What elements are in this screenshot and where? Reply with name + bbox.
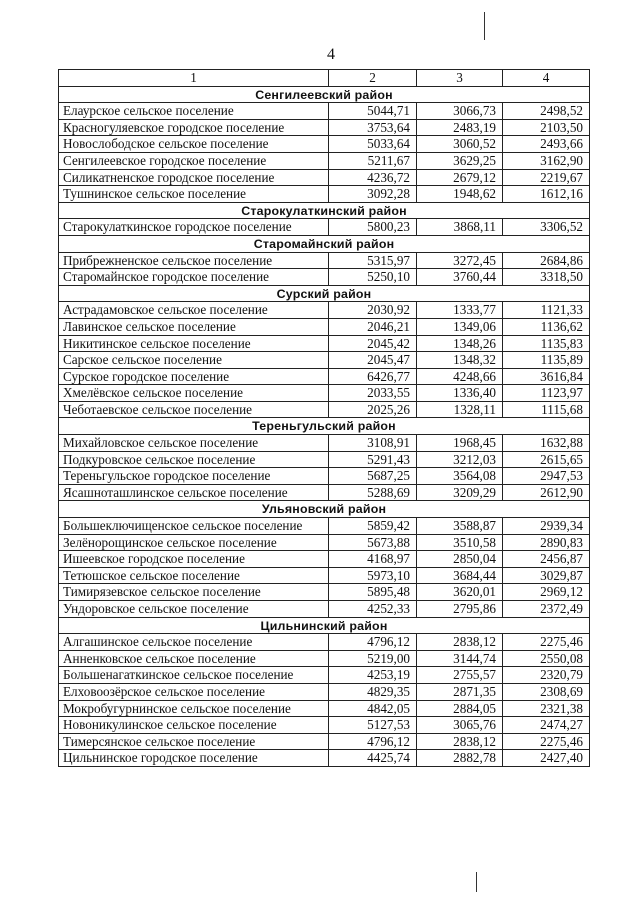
table-row	[59, 269, 590, 286]
value-cell-col3: 3684,44	[417, 567, 503, 584]
table-row	[59, 152, 590, 169]
value-cell-col4: 1632,88	[503, 435, 590, 452]
value-cell-col4: 1121,33	[503, 302, 590, 319]
table-row	[59, 385, 590, 402]
settlement-name: Большеключищенское сельское поселение	[59, 518, 329, 535]
district-name: Сенгилеевский район	[59, 86, 590, 103]
value-cell-col4: 2321,38	[503, 700, 590, 717]
value-cell-col2: 5687,25	[329, 468, 417, 485]
value-cell-col4: 2493,66	[503, 136, 590, 153]
value-cell-col4: 3162,90	[503, 152, 590, 169]
district-name: Сурский район	[59, 285, 590, 302]
value-cell-col3: 1968,45	[417, 435, 503, 452]
settlement-name: Лавинское сельское поселение	[59, 318, 329, 335]
district-row	[59, 235, 590, 252]
value-cell-col3: 3212,03	[417, 451, 503, 468]
value-cell-col2: 2033,55	[329, 385, 417, 402]
column-header: 2	[329, 70, 417, 87]
settlement-name: Хмелёвское сельское поселение	[59, 385, 329, 402]
value-cell-col2: 4796,12	[329, 634, 417, 651]
column-header: 4	[503, 70, 590, 87]
table-row	[59, 484, 590, 501]
settlement-name: Никитинское сельское поселение	[59, 335, 329, 352]
settlement-name: Мокробугурнинское сельское поселение	[59, 700, 329, 717]
value-cell-col3: 1328,11	[417, 401, 503, 418]
value-cell-col4: 3029,87	[503, 567, 590, 584]
table-row	[59, 667, 590, 684]
district-name: Ульяновский район	[59, 501, 590, 518]
settlement-name: Тимирязевское сельское поселение	[59, 584, 329, 601]
settlement-name: Чеботаевское сельское поселение	[59, 401, 329, 418]
table-row	[59, 733, 590, 750]
value-cell-col2: 5288,69	[329, 484, 417, 501]
value-cell-col4: 2890,83	[503, 534, 590, 551]
table-row	[59, 534, 590, 551]
table-row	[59, 717, 590, 734]
district-row	[59, 501, 590, 518]
value-cell-col2: 4842,05	[329, 700, 417, 717]
value-cell-col2: 4796,12	[329, 733, 417, 750]
value-cell-col4: 1135,89	[503, 352, 590, 369]
value-cell-col2: 5315,97	[329, 252, 417, 269]
value-cell-col2: 2045,47	[329, 352, 417, 369]
settlement-name: Анненковское сельское поселение	[59, 650, 329, 667]
table-row	[59, 318, 590, 335]
value-cell-col3: 1333,77	[417, 302, 503, 319]
settlement-name: Силикатненское городское поселение	[59, 169, 329, 186]
settlement-name: Цильнинское городское поселение	[59, 750, 329, 767]
value-cell-col2: 2030,92	[329, 302, 417, 319]
settlement-name: Ясашноташлинское сельское поселение	[59, 484, 329, 501]
value-cell-col2: 4252,33	[329, 601, 417, 618]
settlement-name: Тушнинское сельское поселение	[59, 186, 329, 203]
value-cell-col2: 5219,00	[329, 650, 417, 667]
district-row	[59, 418, 590, 435]
value-cell-col3: 2871,35	[417, 683, 503, 700]
table-row	[59, 750, 590, 767]
settlement-name: Старокулаткинское городское поселение	[59, 219, 329, 236]
scan-mark	[476, 872, 477, 892]
table-row	[59, 451, 590, 468]
district-row	[59, 285, 590, 302]
value-cell-col4: 2103,50	[503, 119, 590, 136]
page-number: 4	[327, 46, 335, 63]
settlement-name: Старомайнское городское поселение	[59, 269, 329, 286]
value-cell-col3: 3629,25	[417, 152, 503, 169]
value-cell-col4: 2969,12	[503, 584, 590, 601]
value-cell-col3: 3564,08	[417, 468, 503, 485]
value-cell-col4: 1135,83	[503, 335, 590, 352]
district-name: Старокулаткинский район	[59, 202, 590, 219]
settlement-name: Ундоровское сельское поселение	[59, 601, 329, 618]
value-cell-col4: 3616,84	[503, 368, 590, 385]
settlement-name: Подкуровское сельское поселение	[59, 451, 329, 468]
settlement-name: Сарское сельское поселение	[59, 352, 329, 369]
settlement-name: Новослободское сельское поселение	[59, 136, 329, 153]
settlement-name: Большенагаткинское сельское поселение	[59, 667, 329, 684]
value-cell-col3: 2850,04	[417, 551, 503, 568]
value-cell-col4: 2275,46	[503, 733, 590, 750]
value-cell-col4: 2275,46	[503, 634, 590, 651]
value-cell-col3: 3272,45	[417, 252, 503, 269]
value-cell-col4: 1123,97	[503, 385, 590, 402]
value-cell-col3: 3510,58	[417, 534, 503, 551]
column-header: 1	[59, 70, 329, 87]
value-cell-col2: 5859,42	[329, 518, 417, 535]
table-row	[59, 601, 590, 618]
value-cell-col4: 2427,40	[503, 750, 590, 767]
settlement-name: Красногуляевское городское поселение	[59, 119, 329, 136]
value-cell-col3: 3065,76	[417, 717, 503, 734]
value-cell-col4: 2684,86	[503, 252, 590, 269]
settlement-name: Прибрежненское сельское поселение	[59, 252, 329, 269]
value-cell-col2: 3108,91	[329, 435, 417, 452]
value-cell-col3: 3066,73	[417, 103, 503, 120]
value-cell-col4: 2939,34	[503, 518, 590, 535]
value-cell-col2: 5673,88	[329, 534, 417, 551]
table-row	[59, 584, 590, 601]
value-cell-col2: 5250,10	[329, 269, 417, 286]
value-cell-col2: 4425,74	[329, 750, 417, 767]
value-cell-col4: 2372,49	[503, 601, 590, 618]
value-cell-col2: 5033,64	[329, 136, 417, 153]
table-row	[59, 634, 590, 651]
table-row	[59, 401, 590, 418]
table-row	[59, 468, 590, 485]
table-row	[59, 650, 590, 667]
value-cell-col2: 5211,67	[329, 152, 417, 169]
table-row	[59, 252, 590, 269]
table-row	[59, 103, 590, 120]
table-row	[59, 352, 590, 369]
settlement-name: Сурское городское поселение	[59, 368, 329, 385]
value-cell-col4: 2550,08	[503, 650, 590, 667]
district-name: Старомайнский район	[59, 235, 590, 252]
column-header-row	[59, 70, 590, 87]
value-cell-col3: 1349,06	[417, 318, 503, 335]
value-cell-col3: 2755,57	[417, 667, 503, 684]
value-cell-col4: 2308,69	[503, 683, 590, 700]
settlement-name: Елаурское сельское поселение	[59, 103, 329, 120]
settlement-name: Тетюшское сельское поселение	[59, 567, 329, 584]
table-row	[59, 219, 590, 236]
value-cell-col2: 5895,48	[329, 584, 417, 601]
value-cell-col4: 2320,79	[503, 667, 590, 684]
column-header: 3	[417, 70, 503, 87]
value-cell-col2: 2025,26	[329, 401, 417, 418]
settlement-name: Тимерсянское сельское поселение	[59, 733, 329, 750]
table-row	[59, 169, 590, 186]
value-cell-col3: 2679,12	[417, 169, 503, 186]
value-cell-col3: 1336,40	[417, 385, 503, 402]
settlement-name: Зелёнорощинское сельское поселение	[59, 534, 329, 551]
value-cell-col3: 1348,32	[417, 352, 503, 369]
value-cell-col4: 3306,52	[503, 219, 590, 236]
value-cell-col3: 3760,44	[417, 269, 503, 286]
table-row	[59, 136, 590, 153]
district-row	[59, 86, 590, 103]
value-cell-col3: 1348,26	[417, 335, 503, 352]
table-row	[59, 302, 590, 319]
value-cell-col2: 4253,19	[329, 667, 417, 684]
table-row	[59, 119, 590, 136]
value-cell-col4: 2219,67	[503, 169, 590, 186]
table-row	[59, 368, 590, 385]
value-cell-col2: 5044,71	[329, 103, 417, 120]
settlement-name: Новоникулинское сельское поселение	[59, 717, 329, 734]
table-row	[59, 567, 590, 584]
value-cell-col3: 2838,12	[417, 733, 503, 750]
district-row	[59, 617, 590, 634]
value-cell-col4: 1136,62	[503, 318, 590, 335]
data-table	[58, 69, 590, 767]
table-row	[59, 700, 590, 717]
table-row	[59, 551, 590, 568]
value-cell-col3: 3868,11	[417, 219, 503, 236]
value-cell-col2: 3092,28	[329, 186, 417, 203]
value-cell-col2: 4829,35	[329, 683, 417, 700]
settlement-name: Сенгилеевское городское поселение	[59, 152, 329, 169]
value-cell-col2: 4168,97	[329, 551, 417, 568]
value-cell-col3: 3209,29	[417, 484, 503, 501]
value-cell-col3: 2884,05	[417, 700, 503, 717]
table-row	[59, 435, 590, 452]
value-cell-col4: 1115,68	[503, 401, 590, 418]
district-row	[59, 202, 590, 219]
value-cell-col3: 3588,87	[417, 518, 503, 535]
value-cell-col3: 1948,62	[417, 186, 503, 203]
value-cell-col2: 3753,64	[329, 119, 417, 136]
value-cell-col4: 2947,53	[503, 468, 590, 485]
value-cell-col3: 2795,86	[417, 601, 503, 618]
value-cell-col2: 2045,42	[329, 335, 417, 352]
value-cell-col2: 5973,10	[329, 567, 417, 584]
settlement-name: Тереньгульское городское поселение	[59, 468, 329, 485]
table-row	[59, 335, 590, 352]
scan-mark	[484, 12, 485, 40]
value-cell-col4: 2498,52	[503, 103, 590, 120]
value-cell-col4: 1612,16	[503, 186, 590, 203]
table-row	[59, 518, 590, 535]
value-cell-col2: 5291,43	[329, 451, 417, 468]
district-name: Тереньгульский район	[59, 418, 590, 435]
value-cell-col2: 4236,72	[329, 169, 417, 186]
value-cell-col2: 5800,23	[329, 219, 417, 236]
value-cell-col4: 2615,65	[503, 451, 590, 468]
value-cell-col3: 3144,74	[417, 650, 503, 667]
value-cell-col3: 2838,12	[417, 634, 503, 651]
settlement-name: Ишеевское городское поселение	[59, 551, 329, 568]
value-cell-col4: 2456,87	[503, 551, 590, 568]
district-name: Цильнинский район	[59, 617, 590, 634]
value-cell-col3: 3060,52	[417, 136, 503, 153]
value-cell-col3: 2882,78	[417, 750, 503, 767]
value-cell-col3: 2483,19	[417, 119, 503, 136]
settlement-name: Елховоозёрское сельское поселение	[59, 683, 329, 700]
settlement-name: Михайловское сельское поселение	[59, 435, 329, 452]
table-row	[59, 186, 590, 203]
table-row	[59, 683, 590, 700]
settlement-name: Астрадамовское сельское поселение	[59, 302, 329, 319]
value-cell-col3: 3620,01	[417, 584, 503, 601]
value-cell-col4: 2612,90	[503, 484, 590, 501]
value-cell-col4: 2474,27	[503, 717, 590, 734]
value-cell-col2: 2046,21	[329, 318, 417, 335]
value-cell-col2: 6426,77	[329, 368, 417, 385]
value-cell-col2: 5127,53	[329, 717, 417, 734]
value-cell-col4: 3318,50	[503, 269, 590, 286]
settlement-name: Алгашинское сельское поселение	[59, 634, 329, 651]
value-cell-col3: 4248,66	[417, 368, 503, 385]
